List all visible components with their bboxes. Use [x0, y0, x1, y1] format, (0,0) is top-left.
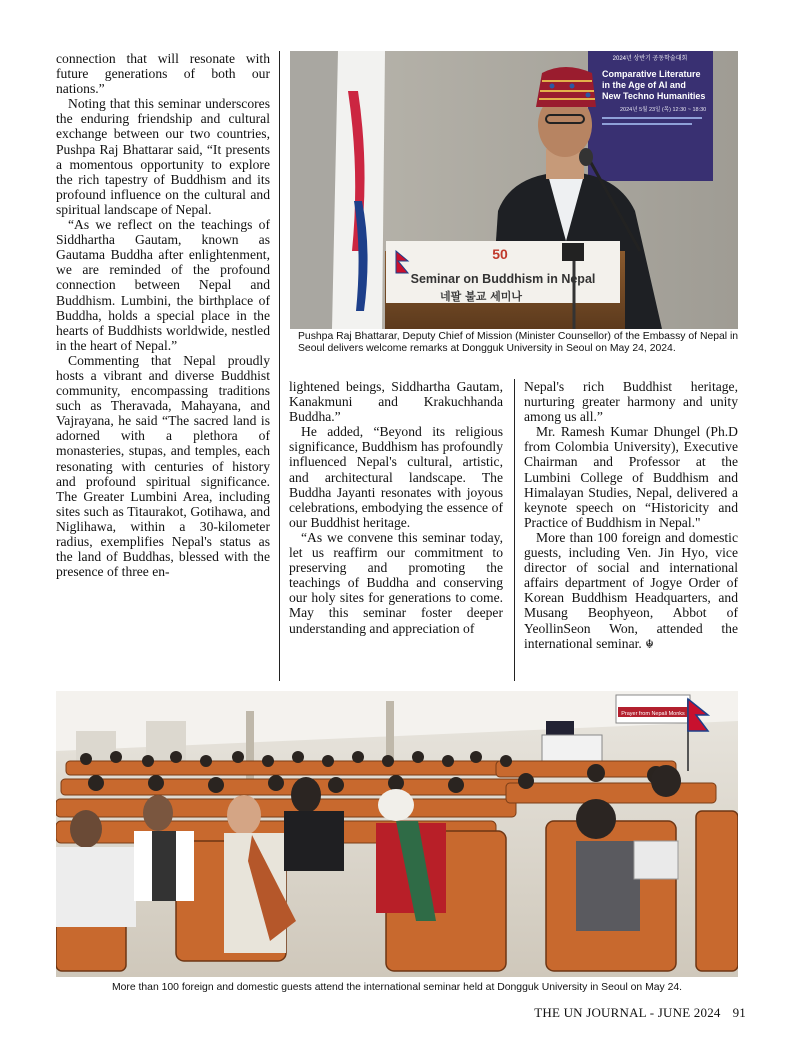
- paragraph: [524, 530, 738, 652]
- paragraph: “As we reflect on the teachings of Siddhartha Gautam, known as Gautama Buddha after enlightenment, we are reminded of the profound connection between Nepal and Buddhism. Lumbini, the birthplace of Buddha, holds a special place in the hearts of Buddhists worldwide, nestled in the heart of Nepal.”: [56, 217, 270, 353]
- paragraph: “As we convene this seminar today, let us reaffirm our commitment to preserving and promoting the teachings of Buddha and conserving our holy sites for generations to come. May this seminar foster deeper understanding and appreciation of: [289, 529, 503, 636]
- banner-line: 2024년 상반기 공동학술대회: [612, 56, 688, 62]
- paragraph: connection that will resonate with future generations of both our nations.”: [56, 51, 270, 97]
- audience-photo: [56, 691, 738, 977]
- podium-title: Seminar on Buddhism in Nepal: [410, 272, 596, 286]
- banner-line: in the Age of AI and: [602, 80, 686, 90]
- article-column-2: [289, 379, 503, 636]
- banner-line: New Techno Humanities: [602, 91, 706, 101]
- paragraph: He added, “Beyond its religious significance, Buddhism has profoundly influenced Nepal's cultural, artistic, and architectural landscape. The Buddha Jayanti resonates with joyous celebrations, embodying the essence of our Buddhist heritage.: [289, 424, 503, 530]
- podium-korean-title: 네팔 불교 세미나: [440, 290, 523, 303]
- paragraph: Mr. Ramesh Kumar Dhungel (Ph.D from Colombia University), Executive Chairman and Professor at the Lumbini College of Buddhism and Himalayan Studies, Nepal, delivered a keynote speech on “Historicity and Practice of Buddhism in Nepal.": [524, 424, 738, 530]
- article-column-3: [524, 379, 738, 652]
- paragraph: Commenting that Nepal proudly hosts a vibrant and diverse Buddhist community, encompassing traditions such as Theravada, Mahayana, and Vajrayana, he said “The sacred land is adorned with a plethora of monasteries, stupas, and temples, each resonating with centuries of history and profound spiritual significance. The Greater Lumbini Area, including sites such as Titaurakot, Gotihawa, and Niglihawa, within a 30-kilometer radius, exemplifies Nepal's status as the land of Buddhas, blessed with the presence of three en-: [56, 352, 270, 580]
- speaker-photo-caption: Pushpa Raj Bhattarar, Deputy Chief of Mission (Minister Counsellor) of the Embassy of Nepal in Seoul delivers welcome remarks at Dongguk University in Seoul on May 24, 2024.: [298, 331, 739, 354]
- paragraph-text: More than 100 foreign and domestic guests, including Ven. Jin Hyo, vice director of social and international affairs department of Jogye Order of Korean Buddhism Headquarters, and Musang Beophyeon, Abbot of YeollinSeon Won, attended the international seminar.: [524, 529, 738, 651]
- column-divider: [279, 51, 280, 681]
- banner-line: Comparative Literature: [602, 69, 701, 79]
- page-footer: [534, 1005, 746, 1021]
- speaker-photo-illustration: [290, 51, 738, 329]
- journal-name: THE UN JOURNAL - JUNE 2024: [534, 1005, 721, 1020]
- paragraph: Noting that this seminar underscores the enduring friendship and cultural exchange between our two countries, Pushpa Raj Bhattarar said, “It presents a momentous opportunity to explore the rich tapestry of Buddhism and its profound influence on the cultural and spiritual landscape of Nepal.: [56, 96, 270, 217]
- speaker-photo: [290, 51, 738, 329]
- paragraph: Nepal's rich Buddhist heritage, nurturing greater harmony and unity among us all.”: [524, 379, 738, 425]
- end-mark-icon: ☬: [645, 636, 654, 651]
- audience-photo-illustration: [56, 691, 738, 977]
- paragraph: lightened beings, Siddhartha Gautam, Kanakmuni and Krakuchhanda Buddha.”: [289, 379, 503, 425]
- audience-photo-caption: More than 100 foreign and domestic guests attend the international seminar held at Dongguk University in Seoul on May 24.: [111, 982, 683, 993]
- banner-line: 2024년 5월 23일 (목) 12:30 ~ 18:30: [620, 107, 707, 113]
- page-number: 91: [732, 1005, 746, 1020]
- article-column-1: [56, 51, 270, 579]
- podium-logo: 50: [492, 246, 508, 262]
- screen-text: Prayer from Nepali Monks: [621, 711, 685, 717]
- column-divider: [514, 379, 515, 681]
